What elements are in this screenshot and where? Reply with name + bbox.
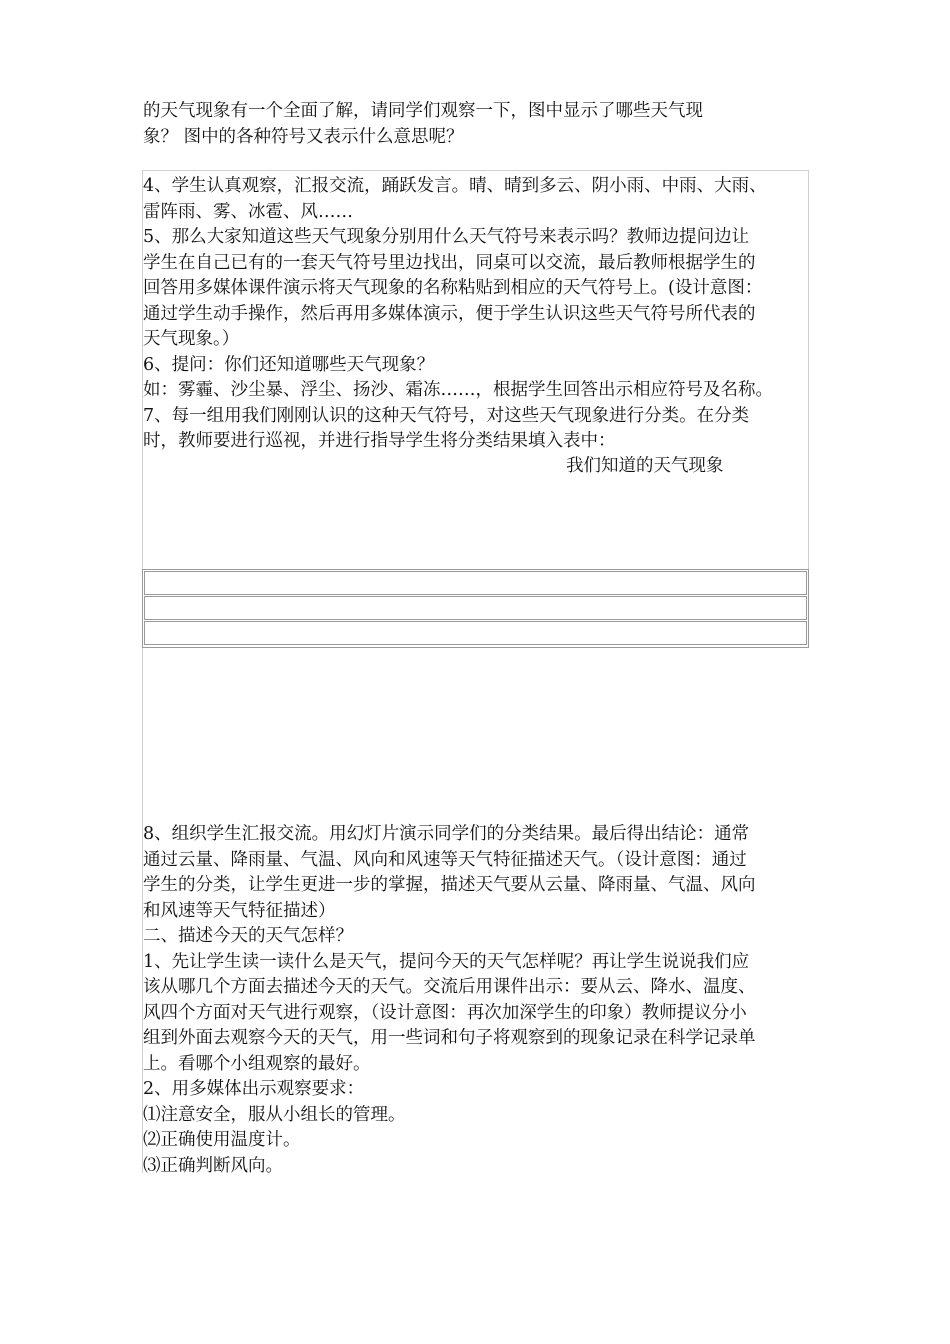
body-line: 如：雾霾、沙尘暴、浮尘、扬沙、霜冻……，根据学生回答出示相应符号及名称。 <box>143 380 773 400</box>
tail-line: 该从哪几个方面去描述今天的天气。交流后用课件出示：要从云、降水、温度、 <box>143 977 756 997</box>
list-item: ⑶正确判断风向。 <box>143 1155 283 1176</box>
table-row <box>144 621 807 645</box>
body-line: 学生在自己已有的一套天气符号里边找出，同桌可以交流，最后教师根据学生的 <box>143 252 756 273</box>
tail-line: 风四个方面对天气进行观察，（设计意图：再次加深学生的印象）教师提议分小 <box>143 1002 747 1023</box>
tail-line: 2、用多媒体出示观察要求： <box>143 1079 365 1099</box>
list-item: ⑴注意安全，服从小组长的管理。 <box>143 1104 406 1125</box>
table-title: 我们知道的天气现象 <box>566 456 724 476</box>
table-row <box>144 571 807 595</box>
tail-line: 学生的分类，让学生更进一步的掌握，描述天气要从云量、降雨量、气温、风向 <box>143 875 756 895</box>
tail-line: 8、组织学生汇报交流。用幻灯片演示同学们的分类结果。最后得出结论：通常 <box>143 824 750 844</box>
body-line: 通过学生动手操作，然后再用多媒体演示，便于学生认识这些天气符号所代表的 <box>143 303 756 324</box>
tail-line: 1、先让学生读一读什么是天气，提问今天的天气怎样呢？再让学生说说我们应 <box>143 951 750 972</box>
body-line: 6、提问：你们还知道哪些天气现象？ <box>143 354 435 375</box>
body-line: 天气现象。） <box>143 329 240 349</box>
body-line: 时，教师要进行巡视，并进行指导学生将分类结果填入表中： <box>143 431 616 451</box>
intro-line-2: 象？ 图中的各种符号又表示什么意思呢？ <box>143 127 464 147</box>
classification-table <box>142 569 809 648</box>
intro-line-1: 的天气现象有一个全面了解，请同学们观察一下，图中显示了哪些天气现 <box>143 101 703 121</box>
tail-line: 组到外面去观察今天的天气，用一些词和句子将观察到的现象记录在科学记录单 <box>143 1028 756 1048</box>
body-line: 7、每一组用我们刚刚认识的这种天气符号，对这些天气现象进行分类。在分类 <box>143 405 750 426</box>
table-row <box>144 596 807 620</box>
content-frame-top <box>142 170 809 171</box>
body-line: 5、那么大家知道这些天气现象分别用什么天气符号来表示吗？教师边提问边让 <box>143 227 750 247</box>
body-line: 回答用多媒体课件演示将天气现象的名称粘贴到相应的天气符号上。(设计意图： <box>143 278 763 298</box>
tail-line: 通过云量、降雨量、气温、风向和风速等天气特征描述天气。（设计意图：通过 <box>143 849 747 870</box>
body-line: 4、学生认真观察，汇报交流，踊跃发言。晴、晴到多云、阴小雨、中雨、大雨、 <box>143 176 767 196</box>
tail-line: 上。看哪个小组观察的最好。 <box>143 1053 371 1074</box>
section-heading: 二、描述今天的天气怎样？ <box>143 926 353 946</box>
body-line: 雷阵雨、雾、冰雹、风…… <box>143 201 353 222</box>
tail-line: 和风速等天气特征描述） <box>143 900 336 921</box>
list-item: ⑵正确使用温度计。 <box>143 1130 301 1150</box>
